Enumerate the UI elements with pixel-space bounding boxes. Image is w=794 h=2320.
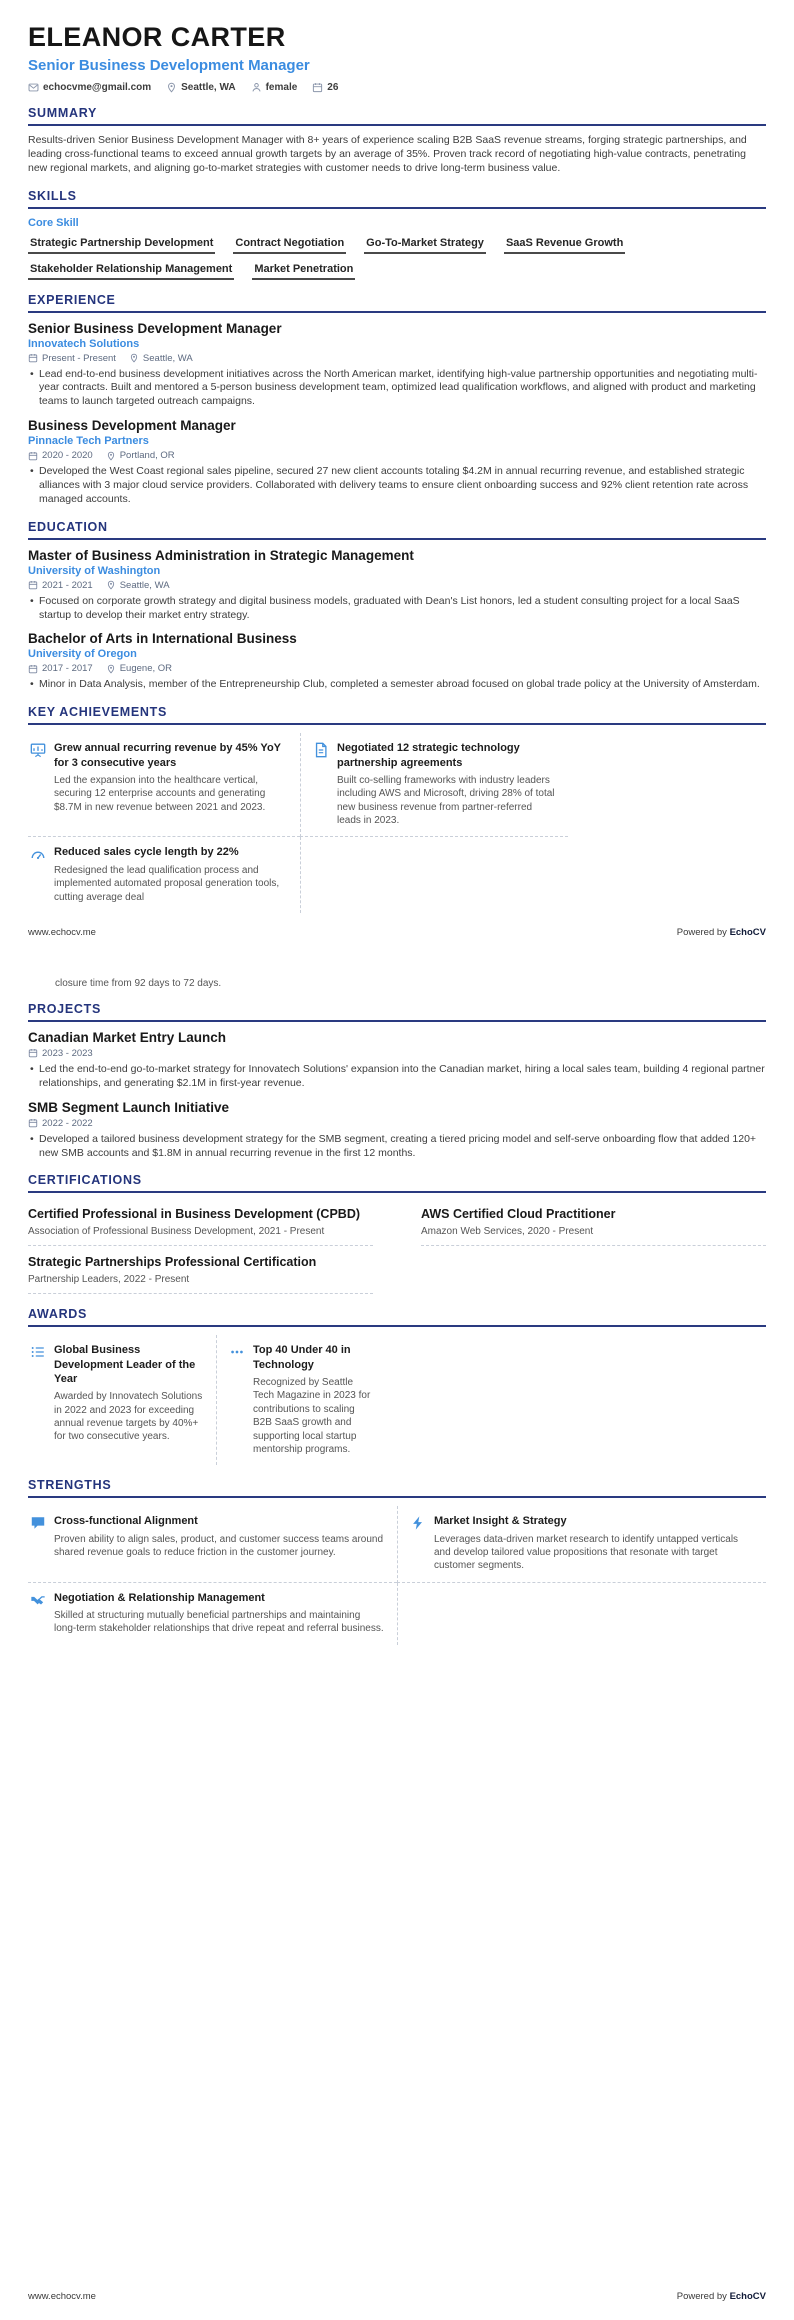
candidate-title: Senior Business Development Manager — [28, 57, 310, 74]
certifications-col-right — [421, 1201, 766, 1246]
location-icon — [106, 664, 116, 674]
education-meta — [28, 580, 766, 591]
experience-company: Innovatech Solutions — [28, 337, 140, 350]
strengths-grid — [28, 1506, 766, 1645]
strength-desc: Proven ability to align sales, product, and customer success teams around shared revenue goals to reduce friction in the customer journey. — [54, 1533, 384, 1558]
certifications-heading: CERTIFICATIONS — [28, 1173, 766, 1193]
education-entry — [28, 631, 766, 692]
key-achievements-section — [28, 705, 766, 913]
project-meta — [28, 1048, 766, 1059]
award-desc: Recognized by Seattle Tech Magazine in 2023 for contributions to scaling B2B SaaS growth and supporting local startup mentorship programs. — [253, 1376, 371, 1455]
education-bullet: • Minor in Data Analysis, member of the Entrepreneurship Club, completed a semester abroad focused on global trade policy at the University of Amsterdam. — [28, 678, 766, 692]
project-title: Canadian Market Entry Launch — [28, 1029, 227, 1045]
contact-row — [28, 82, 766, 93]
project-bullets — [28, 1133, 766, 1161]
footer-powered-prefix: Powered by — [676, 926, 730, 938]
calendar-icon — [28, 353, 38, 363]
handshake-icon — [30, 1592, 46, 1613]
certifications-section — [28, 1173, 766, 1294]
education-dates — [28, 663, 93, 674]
location-icon — [106, 580, 116, 590]
experience-dates-text: Present - Present — [42, 352, 116, 364]
project-bullets — [28, 1063, 766, 1091]
calendar-icon — [28, 1118, 38, 1128]
experience-section — [28, 293, 766, 507]
footer-site-link: www.echocv.me — [28, 2290, 96, 2302]
summary-section — [28, 106, 766, 176]
experience-bullet: • Developed the West Coast regional sales pipeline, secured 27 new client accounts totaling $4.2M in annual recurring revenue, and established strategic alliances with 3 major cloud service providers. Collaborated with delivery teams to ensure client onboarding success and 92% client retention rate across managed accounts. — [28, 465, 766, 507]
project-dates — [28, 1118, 93, 1129]
skill-tag: Market Penetration — [252, 263, 355, 280]
awards-grid — [28, 1335, 766, 1465]
award-desc: Awarded by Innovatech Solutions in 2022 and 2023 for exceeding annual revenue targets by 40%+ for two consecutive years. — [54, 1391, 203, 1443]
experience-location-text: Seattle, WA — [142, 352, 193, 364]
experience-bullet: • Lead end-to-end business development initiatives across the North American market, identifying high-value partnership opportunities and negotiating multi-year contracts. Built and mentored a 5-person business development team, optimized lead qualification workflows, and aligned with product and marketing teams to launch targeted outreach campaigns. — [28, 368, 766, 410]
achievement-title: Negotiated 12 strategic technology partnership agreements — [337, 742, 520, 769]
achievement-title: Reduced sales cycle length by 22% — [54, 846, 239, 859]
contact-email-text: echocvme@gmail.com — [43, 82, 152, 93]
experience-dates — [28, 450, 93, 461]
person-icon — [251, 82, 262, 93]
lightning-icon — [410, 1515, 426, 1536]
certification-title: Certified Professional in Business Development (CPBD) — [28, 1207, 361, 1222]
experience-company: Pinnacle Tech Partners — [28, 435, 149, 448]
award-item — [28, 1335, 216, 1465]
experience-meta — [28, 353, 766, 364]
strength-item — [28, 1506, 397, 1582]
contact-age-text: 26 — [327, 82, 339, 93]
project-bullet: • Led the end-to-end go-to-market strategy for Innovatech Solutions' expansion into the Canadian market, hiring a local sales team, building 4 regional partner relationships, and generating $2.1M in first-year revenue. — [28, 1063, 766, 1091]
education-location-text: Seattle, WA — [119, 579, 170, 591]
project-entry — [28, 1030, 766, 1091]
footer-brand: EchoCV — [729, 2290, 766, 2302]
strength-item — [28, 1583, 397, 1645]
achievement-desc: Led the expansion into the healthcare vertical, securing 12 enterprise accounts and generating $8.7M in new revenue between 2021 and 2023. — [54, 774, 266, 813]
experience-heading: EXPERIENCE — [28, 293, 766, 313]
certification-entry — [421, 1201, 766, 1246]
ellipsis-icon — [229, 1344, 245, 1365]
skills-section — [28, 189, 766, 280]
project-bullet: • Developed a tailored business development strategy for the SMB segment, creating a tiered pricing model and self-serve onboarding flow that added 120+ new SMB accounts and $1.8M in annual recurring revenue in the first 12 months. — [28, 1133, 766, 1161]
skills-list — [28, 237, 766, 280]
strength-item — [397, 1506, 766, 1582]
project-entry — [28, 1100, 766, 1161]
experience-title: Business Development Manager — [28, 418, 236, 434]
experience-location — [106, 450, 175, 461]
skills-heading: SKILLS — [28, 189, 766, 209]
achievement-item — [300, 733, 568, 837]
resume-header — [28, 22, 766, 93]
project-dates-text: 2023 - 2023 — [42, 1047, 93, 1059]
certification-issuer: Amazon Web Services, 2020 - Present — [421, 1226, 594, 1238]
skill-tag: SaaS Revenue Growth — [504, 237, 625, 254]
location-icon — [166, 82, 177, 93]
achievement-spacer — [300, 837, 568, 912]
location-icon — [106, 451, 116, 461]
strength-title: Cross-functional Alignment — [54, 1515, 198, 1528]
key-achievements-grid — [28, 733, 766, 913]
calendar-icon — [28, 1048, 38, 1058]
page-footer — [28, 927, 766, 950]
certification-issuer: Association of Professional Business Development, 2021 - Present — [28, 1226, 325, 1238]
contact-age — [312, 82, 338, 93]
achievement-desc: Redesigned the lead qualification process and implemented automated proposal generation tools, cutting average deal — [54, 864, 280, 903]
certifications-col-left — [28, 1201, 373, 1294]
education-school: University of Oregon — [28, 648, 137, 661]
education-degree: Bachelor of Arts in International Business — [28, 631, 297, 647]
page-1 — [0, 0, 794, 950]
project-dates-text: 2022 - 2022 — [42, 1117, 93, 1129]
education-dates-text: 2017 - 2017 — [42, 663, 93, 675]
achievement-continuation: closure time from 92 days to 72 days. — [55, 977, 222, 989]
certifications-grid — [28, 1201, 766, 1294]
skill-tag: Strategic Partnership Development — [28, 237, 215, 254]
certification-title: AWS Certified Cloud Practitioner — [421, 1207, 616, 1222]
education-degree: Master of Business Administration in Strategic Management — [28, 547, 414, 563]
calendar-icon — [28, 451, 38, 461]
education-location — [106, 663, 172, 674]
strengths-section — [28, 1478, 766, 1645]
experience-entry — [28, 418, 766, 507]
calendar-icon — [28, 664, 38, 674]
award-title: Top 40 Under 40 in Technology — [253, 1344, 351, 1371]
certification-title: Strategic Partnerships Professional Certification — [28, 1255, 317, 1270]
footer-brand: EchoCV — [729, 926, 766, 938]
project-title: SMB Segment Launch Initiative — [28, 1099, 230, 1115]
key-achievements-heading: KEY ACHIEVEMENTS — [28, 705, 766, 725]
footer-site-link: www.echocv.me — [28, 926, 96, 938]
experience-meta — [28, 450, 766, 461]
strength-spacer — [397, 1583, 766, 1645]
achievement-item — [28, 837, 300, 912]
certification-issuer: Partnership Leaders, 2022 - Present — [28, 1274, 190, 1286]
email-icon — [28, 82, 39, 93]
education-bullets — [28, 595, 766, 623]
education-heading: EDUCATION — [28, 520, 766, 540]
project-dates — [28, 1048, 93, 1059]
education-bullet: • Focused on corporate growth strategy and digital business models, graduated with Dean's List honors, led a student consulting project for a local SaaS startup to develop their market entry strategy. — [28, 595, 766, 623]
footer-powered-prefix: Powered by — [676, 2290, 730, 2302]
education-location — [106, 580, 170, 591]
strengths-heading: STRENGTHS — [28, 1478, 766, 1498]
strength-title: Negotiation & Relationship Management — [54, 1591, 265, 1604]
summary-text: Results-driven Senior Business Development Manager with 8+ years of experience scaling B2B SaaS revenue streams, forging strategic partnerships, and leading cross-functional teams to exceed annual growth targets by an average of 35%. Proven track record of negotiating high-value contracts, penetrating new regional markets, and aligning go-to-market strategies with customer needs to drive long-term business value. — [28, 134, 747, 174]
experience-bullets — [28, 465, 766, 507]
projects-section — [28, 1002, 766, 1160]
skill-tag: Go-To-Market Strategy — [364, 237, 486, 254]
contact-location-text: Seattle, WA — [181, 82, 236, 93]
summary-heading: SUMMARY — [28, 106, 766, 126]
skill-tag: Contract Negotiation — [233, 237, 346, 254]
education-dates — [28, 580, 93, 591]
experience-entry — [28, 321, 766, 410]
education-school: University of Washington — [28, 564, 161, 577]
list-icon — [30, 1344, 46, 1365]
skill-tag: Stakeholder Relationship Management — [28, 263, 234, 280]
experience-location-text: Portland, OR — [119, 450, 175, 462]
achievement-desc: Built co-selling frameworks with industry leaders including AWS and Microsoft, driving 28% of total new business revenue from partner-referred leads in 2023. — [337, 774, 555, 827]
certification-entry — [28, 1249, 373, 1294]
award-item — [216, 1335, 384, 1465]
education-location-text: Eugene, OR — [119, 663, 173, 675]
document-icon — [313, 742, 329, 763]
footer-powered — [677, 927, 766, 938]
achievement-title: Grew annual recurring revenue by 45% YoY for 3 consecutive years — [54, 742, 281, 769]
strength-title: Market Insight & Strategy — [434, 1515, 567, 1528]
candidate-name: ELEANOR CARTER — [28, 22, 286, 52]
project-meta — [28, 1118, 766, 1129]
education-section — [28, 520, 766, 693]
footer-powered — [677, 2291, 766, 2302]
education-meta — [28, 663, 766, 674]
education-bullets — [28, 678, 766, 692]
calendar-icon — [28, 580, 38, 590]
experience-title: Senior Business Development Manager — [28, 320, 282, 336]
strength-desc: Skilled at structuring mutually beneficial partnerships and maintaining long-term stakeholder relationships that drive repeat and referral business. — [54, 1610, 384, 1635]
certification-entry — [28, 1201, 373, 1246]
achievement-item — [28, 733, 300, 837]
education-entry — [28, 548, 766, 623]
page-2 — [0, 950, 794, 2320]
projects-heading: PROJECTS — [28, 1002, 766, 1022]
location-icon — [129, 353, 139, 363]
experience-location — [129, 353, 193, 364]
gauge-icon — [30, 846, 46, 867]
contact-gender — [251, 82, 298, 93]
bar-chart-icon — [30, 742, 46, 763]
experience-dates-text: 2020 - 2020 — [42, 450, 93, 462]
contact-gender-text: female — [265, 82, 298, 93]
experience-bullets — [28, 368, 766, 410]
experience-dates — [28, 353, 116, 364]
page-footer — [28, 2291, 766, 2314]
awards-section — [28, 1307, 766, 1465]
contact-email — [28, 82, 151, 93]
chat-icon — [30, 1515, 46, 1536]
skills-group-label: Core Skill — [28, 216, 79, 229]
strength-desc: Leverages data-driven market research to identify untapped verticals and develop tailored value propositions that resonate with target customer segments. — [434, 1533, 739, 1572]
award-title: Global Business Development Leader of the Year — [54, 1344, 196, 1385]
awards-heading: AWARDS — [28, 1307, 766, 1327]
calendar-icon — [312, 82, 323, 93]
contact-location — [166, 82, 235, 93]
education-dates-text: 2021 - 2021 — [42, 579, 93, 591]
